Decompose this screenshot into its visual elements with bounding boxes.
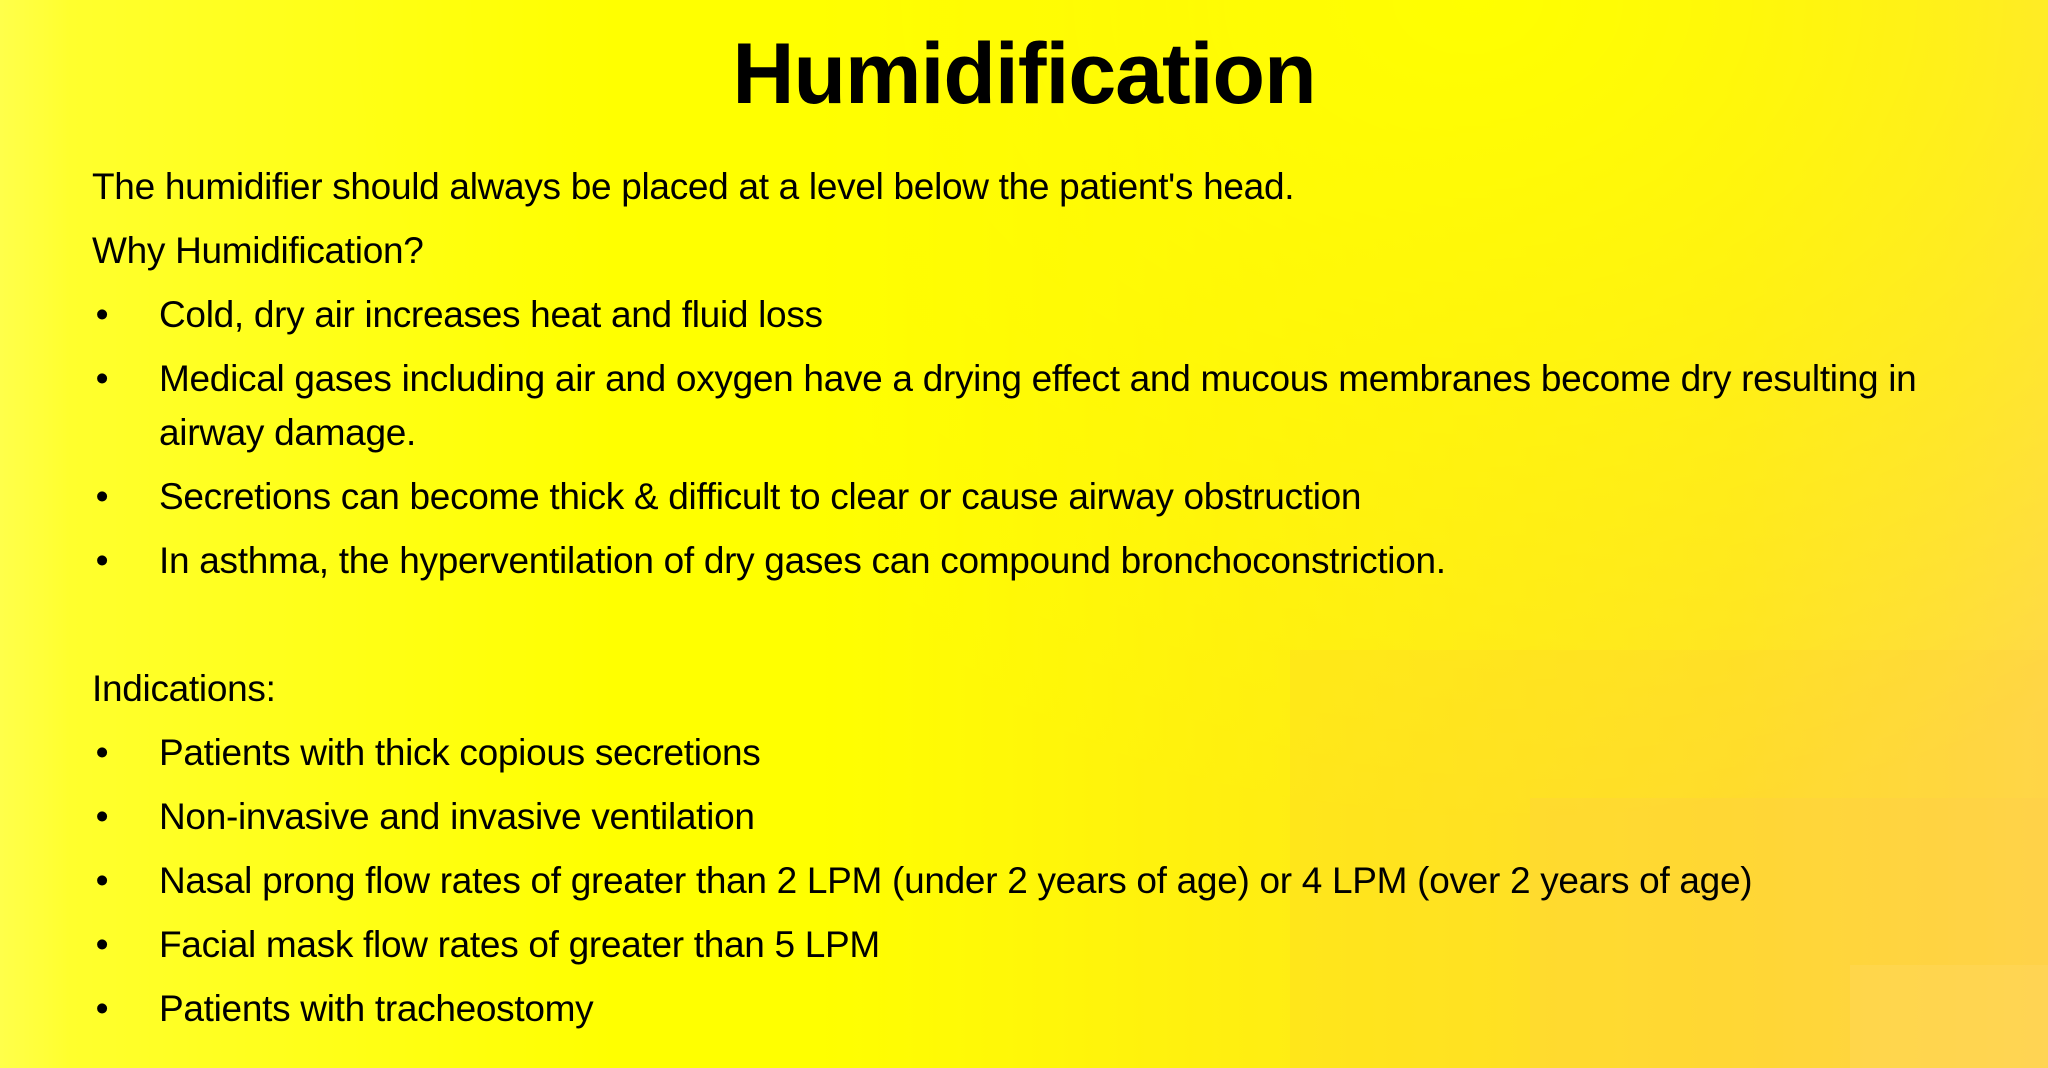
list-item [92,854,2022,908]
why-list [92,288,2022,588]
list-item-text: Medical gases including air and oxygen have a drying effect and mucous membranes become dry resulting in airway damage. [159,358,1917,453]
list-item [92,726,2022,780]
list-item [92,918,2022,972]
list-item-text: Patients with tracheostomy [159,988,594,1029]
slide-body [92,160,2022,1046]
list-item [92,790,2022,844]
indications-list [92,726,2022,1036]
bullet-icon: • [95,476,109,517]
list-item-text: Non-invasive and invasive ventilation [159,796,755,837]
list-item [92,288,2022,342]
bullet-icon: • [95,294,109,335]
bullet-icon: • [95,988,109,1029]
bullet-icon: • [95,860,109,901]
list-item-text: Patients with thick copious secretions [159,732,761,773]
list-item-text: Facial mask flow rates of greater than 5 LPM [159,924,880,965]
list-item-text: In asthma, the hyperventilation of dry gases can compound bronchoconstriction. [159,540,1446,581]
list-item-text: Nasal prong flow rates of greater than 2 LPM (under 2 years of age) or 4 LPM (over 2 years of age) [159,860,1753,901]
indications-heading: Indications: [92,668,276,709]
list-item-text: Secretions can become thick & difficult to clear or cause airway obstruction [159,476,1362,517]
bullet-icon: • [95,924,109,965]
section-spacer [92,598,2022,662]
bullet-icon: • [95,732,109,773]
bullet-icon: • [95,796,109,837]
list-item-text: Cold, dry air increases heat and fluid loss [159,294,823,335]
list-item [92,352,2022,460]
list-item [92,982,2022,1036]
list-item [92,534,2022,588]
background-highlight [0,0,70,1068]
slide-title: Humidification [732,26,1316,122]
list-item [92,470,2022,524]
bullet-icon: • [95,540,109,581]
bullet-icon: • [95,358,109,399]
intro-line: The humidifier should always be placed at a level below the patient's head. [92,166,1295,207]
why-heading: Why Humidification? [92,230,424,271]
